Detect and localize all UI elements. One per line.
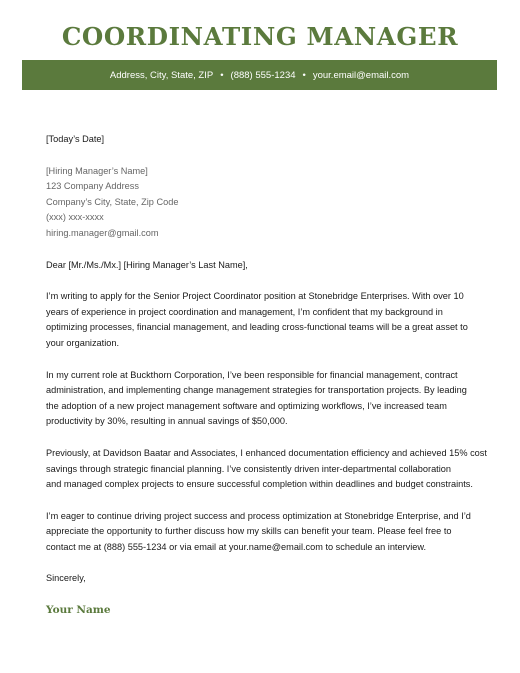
recipient-email: hiring.manager@gmail.com xyxy=(46,227,159,238)
paragraph-line: optimizing processes, financial management, and leading cross-functional teams will be a great asset to xyxy=(46,322,468,333)
paragraph-line: I’m eager to continue driving project success and process optimization at Stonebridge Enterprise, and I’d xyxy=(46,510,471,521)
paragraph-line: savings through strategic financial planning. I’ve consistently driven inter-departmental collaboration xyxy=(46,463,451,474)
recipient-phone: (xxx) xxx-xxxx xyxy=(46,212,104,223)
paragraph-line: I’m writing to apply for the Senior Project Coordinator position at Stonebridge Enterprises. With over 10 xyxy=(46,291,464,302)
applicant-name-title: COORDINATING MANAGER xyxy=(61,22,459,51)
paragraph-line: appreciate the opportunity to further discuss how my skills can benefit your team. Please feel free to xyxy=(46,526,452,537)
paragraph-line: years of experience in project coordination and management, I’m confident that my background in xyxy=(46,306,443,317)
paragraph-line: your organization. xyxy=(46,337,120,348)
contact-phone: (888) 555-1234 xyxy=(230,69,296,81)
letter-date: [Today’s Date] xyxy=(46,134,105,144)
paragraph-line: In my current role at Buckthorn Corporation, I’ve been responsible for financial management, contract xyxy=(46,369,458,380)
letter-body xyxy=(46,132,486,619)
closing: Sincerely, xyxy=(46,573,86,584)
contact-email: your.email@email.com xyxy=(312,69,410,81)
recipient-block xyxy=(46,164,486,242)
contact-separator: • xyxy=(220,69,224,81)
recipient-city-state-zip: Company’s City, State, Zip Code xyxy=(46,196,179,207)
recipient-company-address: 123 Company Address xyxy=(46,181,139,192)
paragraph-current-role xyxy=(46,368,486,430)
salutation: Dear [Mr./Ms./Mx.] [Hiring Manager’s Last Name], xyxy=(46,259,248,270)
contact-separator: • xyxy=(302,69,306,81)
paragraph-intro xyxy=(46,289,486,351)
contact-info-bar xyxy=(22,60,497,90)
paragraph-line: productivity by 30%, resulting in annual savings of $50,000. xyxy=(46,416,288,427)
paragraph-previous-role xyxy=(46,446,486,493)
paragraph-line: and managed complex projects to ensure successful completion within deadlines and budget constraints. xyxy=(46,479,473,490)
paragraph-line: Previously, at Davidson Baatar and Associates, I enhanced documentation efficiency and achieved 15% cost xyxy=(46,447,487,458)
signature-name: Your Name xyxy=(46,604,111,617)
paragraph-closing-pitch xyxy=(46,509,486,556)
paragraph-line: the adoption of a new project management software and optimizing workflows, I’ve increased team xyxy=(46,400,447,411)
recipient-name: [Hiring Manager’s Name] xyxy=(46,165,148,176)
contact-address: Address, City, State, ZIP xyxy=(109,69,214,81)
paragraph-line: administration, and implementing change management strategies for transportation projects. By leading xyxy=(46,385,467,396)
paragraph-line: contact me at (888) 555-1234 or via email at your.name@email.com to schedule an interview. xyxy=(46,541,427,552)
